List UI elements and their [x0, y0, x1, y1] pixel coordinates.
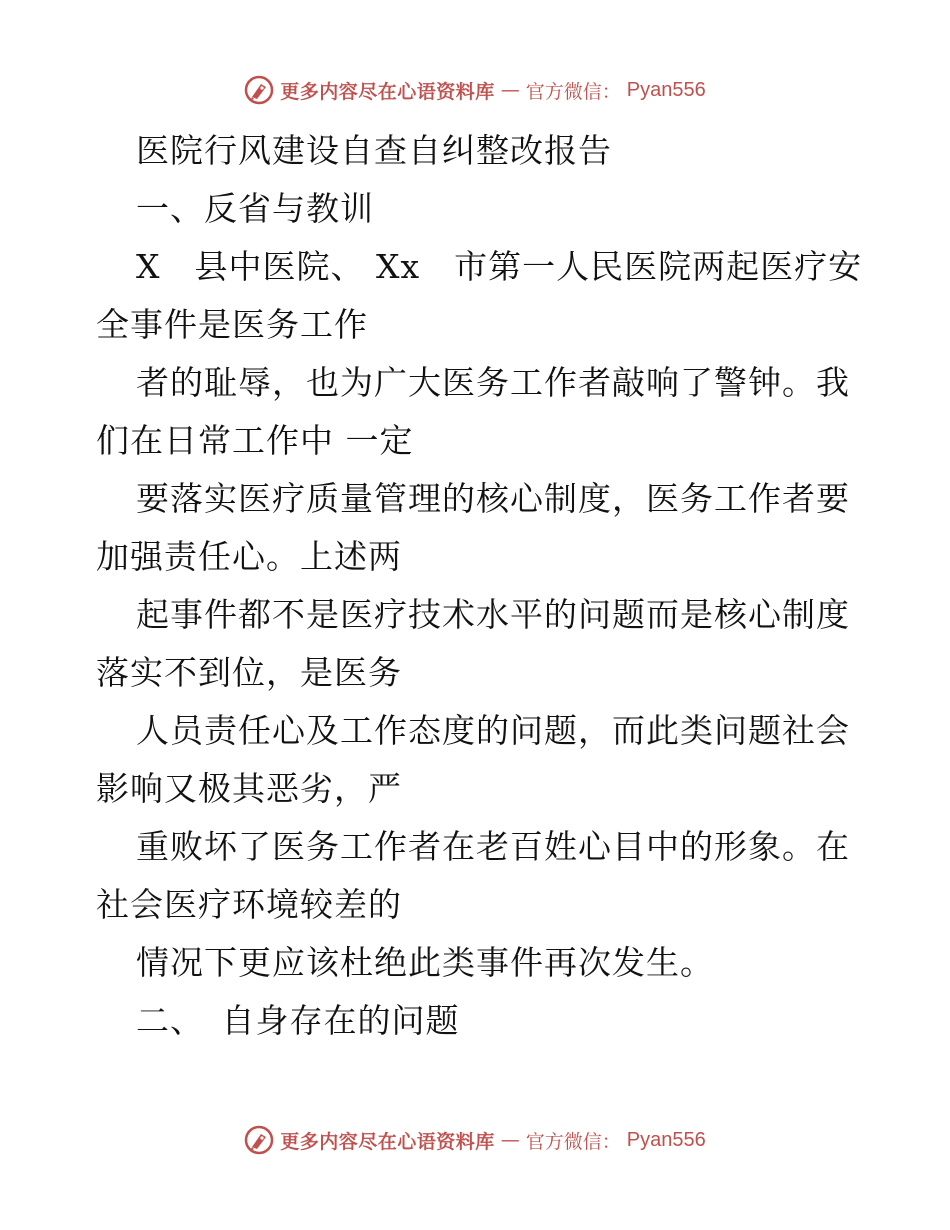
document-line: 重败坏了医务工作者在老百姓心目中的形象。在 [136, 827, 850, 866]
header-banner [0, 72, 950, 108]
header-banner-inner [244, 75, 706, 105]
pen-nib-logo-icon [244, 1125, 274, 1155]
document-line: 情况下更应该杜绝此类事件再次发生。 [136, 943, 714, 982]
footer-banner-inner [244, 1125, 706, 1155]
document-line: 二、 自身存在的问题 [136, 1001, 460, 1040]
document-line: 起事件都不是医疗技术水平的问题而是核心制度 [136, 595, 850, 634]
banner-separator: — [500, 79, 520, 101]
document-line: 要落实医疗质量管理的核心制度，医务工作者要 [136, 479, 850, 518]
document-line: 人员责任心及工作态度的问题，而此类问题社会 [136, 711, 850, 750]
document-line: 医院行风建设自查自纠整改报告 [136, 131, 612, 170]
document-line: 一、反省与教训 [136, 189, 374, 228]
footer-banner [0, 1122, 950, 1158]
document-line: 影响又极其恶劣，严 [96, 769, 402, 808]
banner-wechat-id: Pyan556 [626, 1128, 706, 1151]
document-body [96, 122, 863, 1050]
document-line: 落实不到位，是医务 [96, 653, 402, 692]
document-line: 社会医疗环境较差的 [96, 885, 402, 924]
document-line: X 县中医院、 Xx 市第一人民医院两起医疗安 [136, 247, 863, 286]
document-line: 者的耻辱，也为广大医务工作者敲响了警钟。我 [136, 363, 850, 402]
banner-wechat-id: Pyan556 [626, 78, 706, 101]
document-line: 全事件是医务工作 [96, 305, 368, 344]
document-line: 加强责任心。上述两 [96, 537, 402, 576]
pen-nib-logo-icon [244, 75, 274, 105]
banner-wechat-label: 官方微信： [525, 80, 621, 103]
banner-text: 更多内容尽在心语资料库 [280, 80, 495, 103]
banner-text: 更多内容尽在心语资料库 [280, 1130, 495, 1153]
banner-wechat-label: 官方微信： [525, 1130, 621, 1153]
document-line: 们在日常工作中 一定 [96, 421, 414, 460]
banner-separator: — [500, 1129, 520, 1151]
